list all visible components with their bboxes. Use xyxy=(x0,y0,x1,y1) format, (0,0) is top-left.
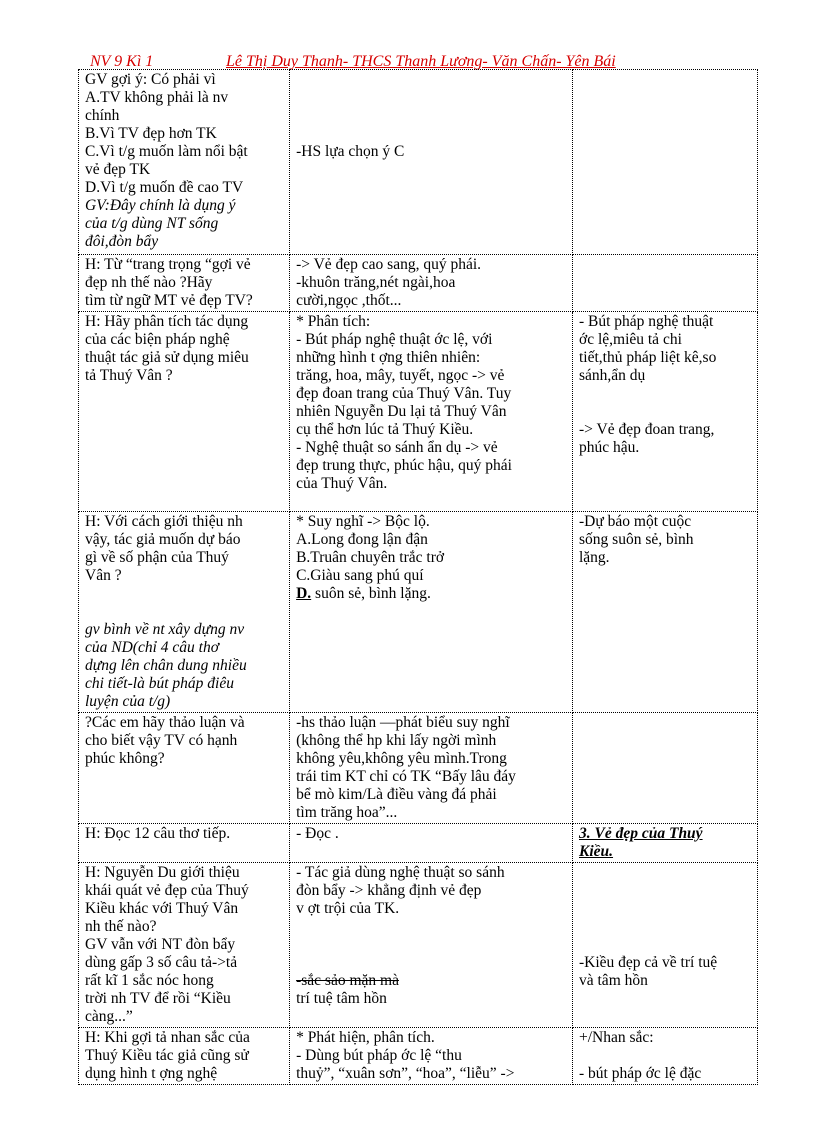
text-line: dựng lên chân dung nhiều xyxy=(85,657,247,674)
table-row xyxy=(79,863,758,1028)
header-left: NV 9 Kì 1 xyxy=(90,53,154,70)
header-right: Lê Thị Duy Thanh- THCS Thanh Lương- Văn Chấn- Yên Bái xyxy=(226,53,616,70)
text-line: +/Nhan sắc: xyxy=(579,1029,654,1046)
text-line: GV:Đây chính là dụng ý xyxy=(85,197,236,214)
text-line: Kiều khác với Thuý Vân xyxy=(85,900,239,917)
text-line: A.TV không phải là nv xyxy=(85,89,229,106)
text-line: luyện của t/g) xyxy=(85,693,171,710)
text-line: H: Nguyễn Du giới thiệu xyxy=(85,864,240,881)
teacher-cell xyxy=(79,512,290,713)
text-line: gì về số phận của Thuý xyxy=(85,549,229,566)
section-heading: Kiều. xyxy=(579,843,614,860)
text-line: B.Truân chuyên trắc trở xyxy=(296,549,445,566)
text-line: cười,ngọc ,thốt... xyxy=(296,292,402,309)
teacher-cell xyxy=(79,713,290,824)
text-line: sánh,ẩn dụ xyxy=(579,367,646,384)
answer-mark: D. xyxy=(296,585,312,602)
content-cell xyxy=(573,512,758,713)
content-cell xyxy=(573,1028,758,1085)
text-line: ớc lệ,miêu tả chi xyxy=(579,331,682,348)
answer-text: suôn sẻ, bình lặng. xyxy=(311,585,431,602)
text-line: tiết,thủ pháp liệt kê,so xyxy=(579,349,717,366)
text-line: của các biện pháp nghệ xyxy=(85,331,230,348)
table-row xyxy=(79,713,758,824)
text-line: -> Vẻ đẹp đoan trang, xyxy=(579,421,715,438)
student-cell xyxy=(290,824,573,863)
student-cell xyxy=(290,312,573,512)
student-cell xyxy=(290,512,573,713)
text-line: GV vẫn với NT đòn bẩy xyxy=(85,936,236,953)
text-line: C.Giàu sang phú quí xyxy=(296,567,424,584)
table-row xyxy=(79,824,758,863)
student-cell xyxy=(290,70,573,255)
section-heading: 3. Vẻ đẹp của Thuý xyxy=(579,825,703,842)
text-line: H: Khi gợi tả nhan sắc của xyxy=(85,1029,250,1046)
text-line: tìm từ ngữ MT vẻ đẹp TV? xyxy=(85,292,253,309)
text-line: tả Thuý Vân ? xyxy=(85,367,173,384)
text-line: - bút pháp ớc lệ đặc xyxy=(579,1065,702,1082)
text-line: của Thuý Vân. xyxy=(296,475,388,492)
content-cell xyxy=(573,255,758,312)
text-line: phúc hậu. xyxy=(579,439,640,456)
table-row xyxy=(79,70,758,255)
text-line: C.Vì t/g muốn làm nổi bật xyxy=(85,143,248,160)
text-line: D.Vì t/g muốn đề cao TV xyxy=(85,179,244,196)
text-line: dụng hình t ợng nghệ xyxy=(85,1065,218,1082)
table-row xyxy=(79,1028,758,1085)
text-line: nhiên Nguyễn Du lại tả Thuý Vân xyxy=(296,403,507,420)
text-line: càng...” xyxy=(85,1008,133,1025)
text-line: -Dự báo một cuộc xyxy=(579,513,692,530)
text-line: -sắc sảo mặn mà xyxy=(296,972,399,989)
text-line: - Bút pháp nghệ thuật xyxy=(579,313,714,330)
text-line: trăng, hoa, mây, tuyết, ngọc -> vẻ xyxy=(296,367,505,384)
text-line: H: Từ “trang trọng “gợi vẻ xyxy=(85,256,251,273)
text-line: * Suy nghĩ -> Bộc lộ. xyxy=(296,513,430,530)
text-line: khái quát vẻ đẹp của Thuý xyxy=(85,882,249,899)
text-line: -HS lựa chọn ý C xyxy=(296,143,405,160)
text-line: trí tuệ tâm hồn xyxy=(296,990,387,1007)
text-line: vẻ đẹp TK xyxy=(85,161,151,178)
text-line: H: Đọc 12 câu thơ tiếp. xyxy=(85,825,231,842)
text-line: - Nghệ thuật so sánh ẩn dụ -> vẻ xyxy=(296,439,498,456)
text-line: cụ thể hơn lúc tả Thuý Kiều. xyxy=(296,421,474,438)
text-line: vậy, tác giả muốn dự báo xyxy=(85,531,241,548)
content-cell xyxy=(573,312,758,512)
content-cell xyxy=(573,713,758,824)
text-line: phúc không? xyxy=(85,750,165,767)
text-line: gv bình về nt xây dựng nv xyxy=(85,621,245,638)
teacher-cell xyxy=(79,863,290,1028)
text-line: GV gợi ý: Có phải vì xyxy=(85,71,216,88)
text-line: * Phát hiện, phân tích. xyxy=(296,1029,435,1046)
text-line: đôi,đòn bẩy xyxy=(85,233,159,250)
text-line: trời nh TV để rồi “Kiều xyxy=(85,990,231,1007)
teacher-cell xyxy=(79,824,290,863)
text-line: và tâm hồn xyxy=(579,972,648,989)
text-line: không yêu,không yêu mình.Trong xyxy=(296,750,507,767)
teacher-cell xyxy=(79,1028,290,1085)
text-line: đòn bẩy -> khẳng định vẻ đẹp xyxy=(296,882,482,899)
text-line: Vân ? xyxy=(85,567,122,584)
text-line: của t/g dùng NT sống xyxy=(85,215,219,232)
student-cell xyxy=(290,863,573,1028)
text-line: H: Với cách giới thiệu nh xyxy=(85,513,243,530)
answer-line xyxy=(296,585,566,603)
text-line: cho biết vậy TV có hạnh xyxy=(85,732,238,749)
text-line: (không thể hp khi lấy ngời mình xyxy=(296,732,497,749)
text-line: -khuôn trăng,nét ngài,hoa xyxy=(296,274,456,291)
text-line: đẹp đoan trang của Thuý Vân. Tuy xyxy=(296,385,512,402)
text-line: trái tim KT chỉ có TK “Bấy lâu đáy xyxy=(296,768,516,785)
text-line: H: Hãy phân tích tác dụng xyxy=(85,313,249,330)
text-line: * Phân tích: xyxy=(296,313,371,330)
text-line: của ND(chỉ 4 câu thơ xyxy=(85,639,219,656)
text-line: lặng. xyxy=(579,549,610,566)
text-line: A.Long đong lận đận xyxy=(296,531,428,548)
text-line: chính xyxy=(85,107,120,124)
text-line: ?Các em hãy thảo luận và xyxy=(85,714,245,731)
student-cell xyxy=(290,255,573,312)
teacher-cell xyxy=(79,70,290,255)
text-line: - Bút pháp nghệ thuật ớc lệ, với xyxy=(296,331,493,348)
text-line: đẹp trung thực, phúc hậu, quý phái xyxy=(296,457,512,474)
content-cell xyxy=(573,70,758,255)
text-line: bể mò kim/Là điều vàng đá phải xyxy=(296,786,497,803)
student-cell xyxy=(290,1028,573,1085)
text-line: - Đọc . xyxy=(296,825,339,842)
text-line: dùng gấp 3 số câu tả->tả xyxy=(85,954,238,971)
table-row xyxy=(79,312,758,512)
teacher-cell xyxy=(79,312,290,512)
text-line: rất kĩ 1 sắc nóc hong xyxy=(85,972,214,989)
student-cell xyxy=(290,713,573,824)
text-line: những hình t ợng thiên nhiên: xyxy=(296,349,481,366)
text-line: chi tiết-là bút pháp điêu xyxy=(85,675,234,692)
text-line: -hs thảo luận —phát biểu suy nghĩ xyxy=(296,714,510,731)
text-line: -> Vẻ đẹp cao sang, quý phái. xyxy=(296,256,482,273)
content-cell xyxy=(573,824,758,863)
teacher-cell xyxy=(79,255,290,312)
text-line: sống suôn sẻ, bình xyxy=(579,531,694,548)
text-line: đẹp nh thế nào ?Hãy xyxy=(85,274,213,291)
text-line: thuỷ”, “xuân sơn”, “hoa”, “liễu” -> xyxy=(296,1065,515,1082)
table-row xyxy=(79,512,758,713)
text-line: - Tác giả dùng nghệ thuật so sánh xyxy=(296,864,505,881)
text-line: thuật tác giả sử dụng miêu xyxy=(85,349,249,366)
text-line: nh thế nào? xyxy=(85,918,157,935)
lesson-table xyxy=(78,69,758,1085)
text-line: - Dùng bút pháp ớc lệ “thu xyxy=(296,1047,462,1064)
text-line: B.Vì TV đẹp hơn TK xyxy=(85,125,217,142)
table-row xyxy=(79,255,758,312)
text-line: v ợt trội của TK. xyxy=(296,900,400,917)
text-line: tìm trăng hoa”... xyxy=(296,804,398,821)
text-line: Thuý Kiều tác giả cũng sử xyxy=(85,1047,249,1064)
content-cell xyxy=(573,863,758,1028)
text-line: -Kiều đẹp cả về trí tuệ xyxy=(579,954,718,971)
